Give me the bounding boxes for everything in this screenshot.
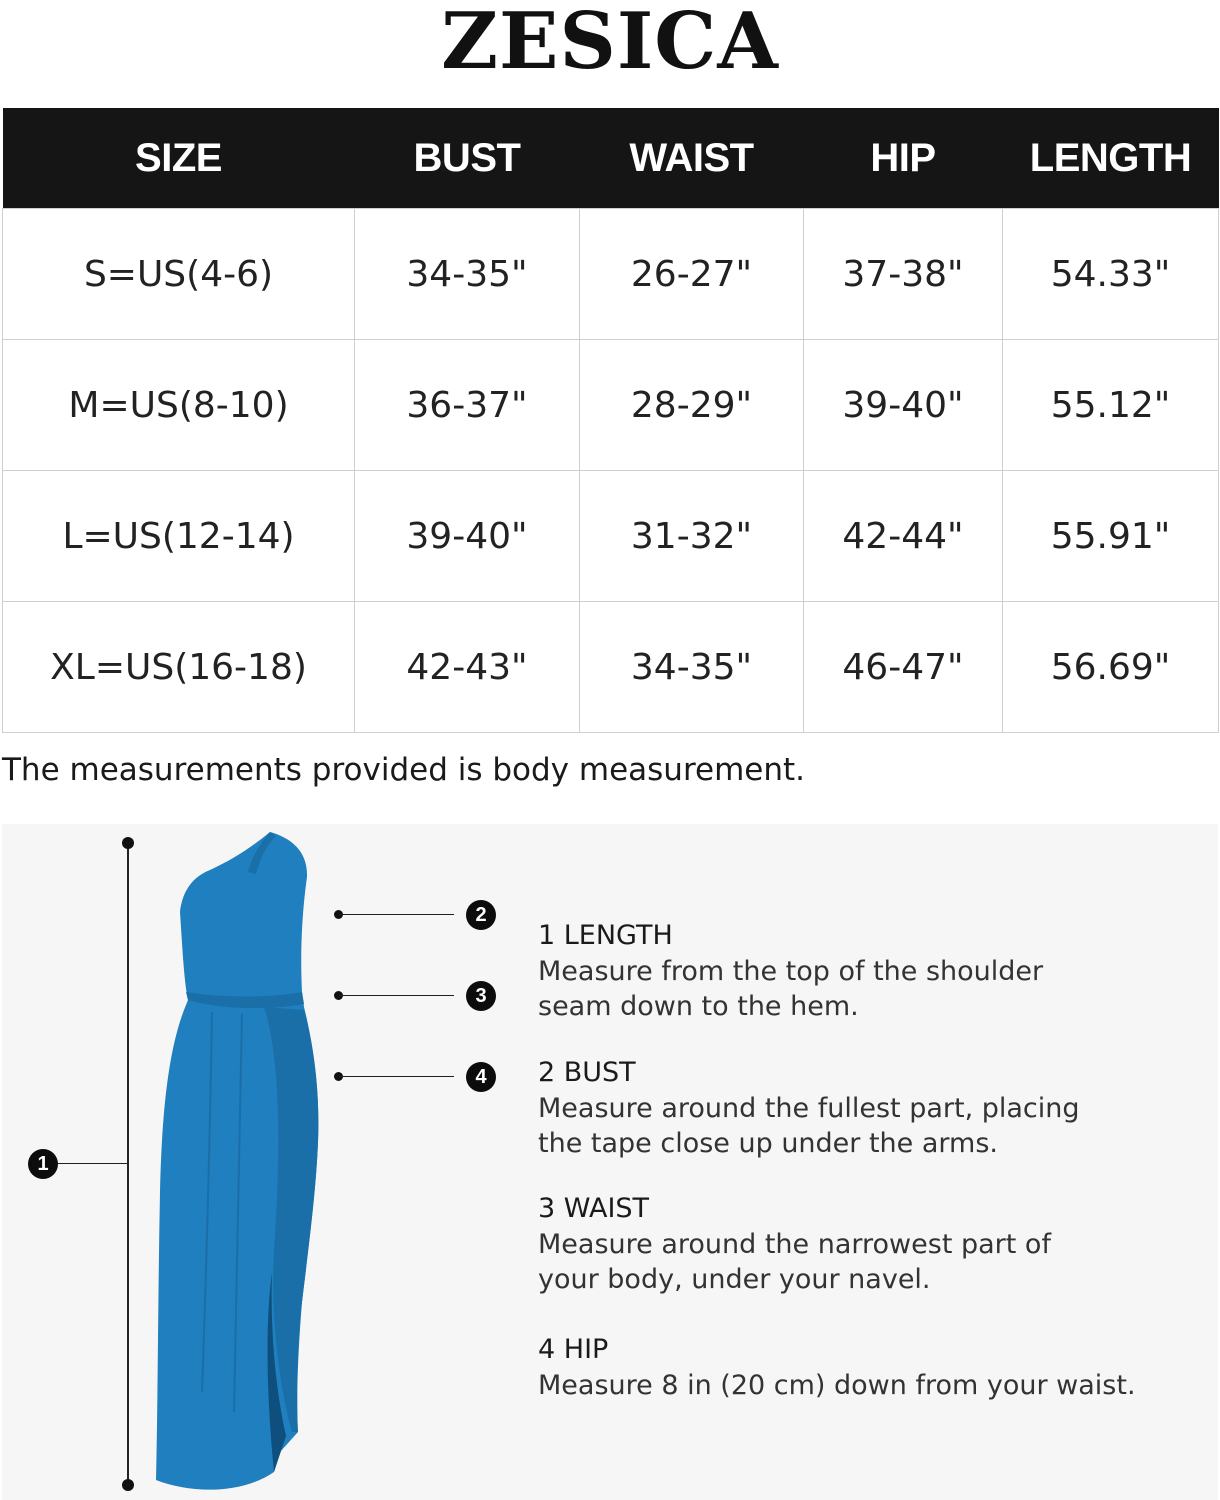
dress-illustration bbox=[152, 832, 332, 1497]
bust-cell: 42-43" bbox=[355, 602, 580, 733]
size-cell: L=US(12-14) bbox=[3, 471, 355, 602]
instruction-bust bbox=[538, 1055, 1198, 1161]
table-row bbox=[3, 602, 1219, 733]
instruction-length bbox=[538, 918, 1198, 1024]
measurement-note: The measurements provided is body measurement. bbox=[2, 752, 806, 788]
length-cell: 55.91" bbox=[1003, 471, 1219, 602]
instruction-hip bbox=[538, 1332, 1198, 1403]
bust-cell: 34-35" bbox=[355, 209, 580, 340]
waist-cell: 26-27" bbox=[580, 209, 804, 340]
table-row bbox=[3, 340, 1219, 471]
size-chart-table bbox=[2, 108, 1219, 733]
length-cell: 54.33" bbox=[1003, 209, 1219, 340]
waist-cell: 34-35" bbox=[580, 602, 804, 733]
marker-2-icon: 2 bbox=[466, 900, 496, 930]
header-waist: WAIST bbox=[580, 108, 804, 209]
length-pointer-line bbox=[57, 1163, 127, 1164]
waist-pointer-line bbox=[339, 995, 454, 996]
brand-logo: ZESICA bbox=[441, 0, 779, 87]
size-cell: S=US(4-6) bbox=[3, 209, 355, 340]
hip-cell: 42-44" bbox=[804, 471, 1003, 602]
hip-pointer-line bbox=[339, 1076, 454, 1077]
waist-cell: 28-29" bbox=[580, 340, 804, 471]
waist-cell: 31-32" bbox=[580, 471, 804, 602]
instruction-title: 3 WAIST bbox=[538, 1193, 650, 1224]
bust-cell: 36-37" bbox=[355, 340, 580, 471]
bust-cell: 39-40" bbox=[355, 471, 580, 602]
hip-cell: 39-40" bbox=[804, 340, 1003, 471]
table-row bbox=[3, 209, 1219, 340]
bust-pointer-line bbox=[339, 914, 454, 915]
instruction-text: Measure 8 in (20 cm) down from your waist. bbox=[538, 1370, 1136, 1401]
hip-cell: 46-47" bbox=[804, 602, 1003, 733]
measurement-guide-panel bbox=[2, 824, 1218, 1500]
instruction-title: 1 LENGTH bbox=[538, 920, 673, 951]
length-cell: 55.12" bbox=[1003, 340, 1219, 471]
length-top-dot bbox=[122, 837, 134, 849]
instruction-text: Measure from the top of the shoulder seam down to the hem. bbox=[538, 956, 1044, 1022]
length-line bbox=[127, 841, 129, 1486]
instruction-title: 2 BUST bbox=[538, 1057, 636, 1088]
header-length: LENGTH bbox=[1003, 108, 1219, 209]
header-hip: HIP bbox=[804, 108, 1003, 209]
table-row bbox=[3, 471, 1219, 602]
length-bottom-dot bbox=[122, 1479, 134, 1491]
size-cell: M=US(8-10) bbox=[3, 340, 355, 471]
header-size: SIZE bbox=[3, 108, 355, 209]
instruction-waist bbox=[538, 1191, 1198, 1297]
header-bust: BUST bbox=[355, 108, 580, 209]
instruction-title: 4 HIP bbox=[538, 1334, 609, 1365]
length-cell: 56.69" bbox=[1003, 602, 1219, 733]
hip-cell: 37-38" bbox=[804, 209, 1003, 340]
size-cell: XL=US(16-18) bbox=[3, 602, 355, 733]
marker-3-icon: 3 bbox=[466, 981, 496, 1011]
table-header-row bbox=[3, 108, 1219, 209]
marker-4-icon: 4 bbox=[466, 1062, 496, 1092]
instruction-text: Measure around the fullest part, placing the tape close up under the arms. bbox=[538, 1093, 1080, 1159]
marker-1-icon: 1 bbox=[28, 1149, 58, 1179]
instruction-text: Measure around the narrowest part of your body, under your navel. bbox=[538, 1229, 1051, 1295]
